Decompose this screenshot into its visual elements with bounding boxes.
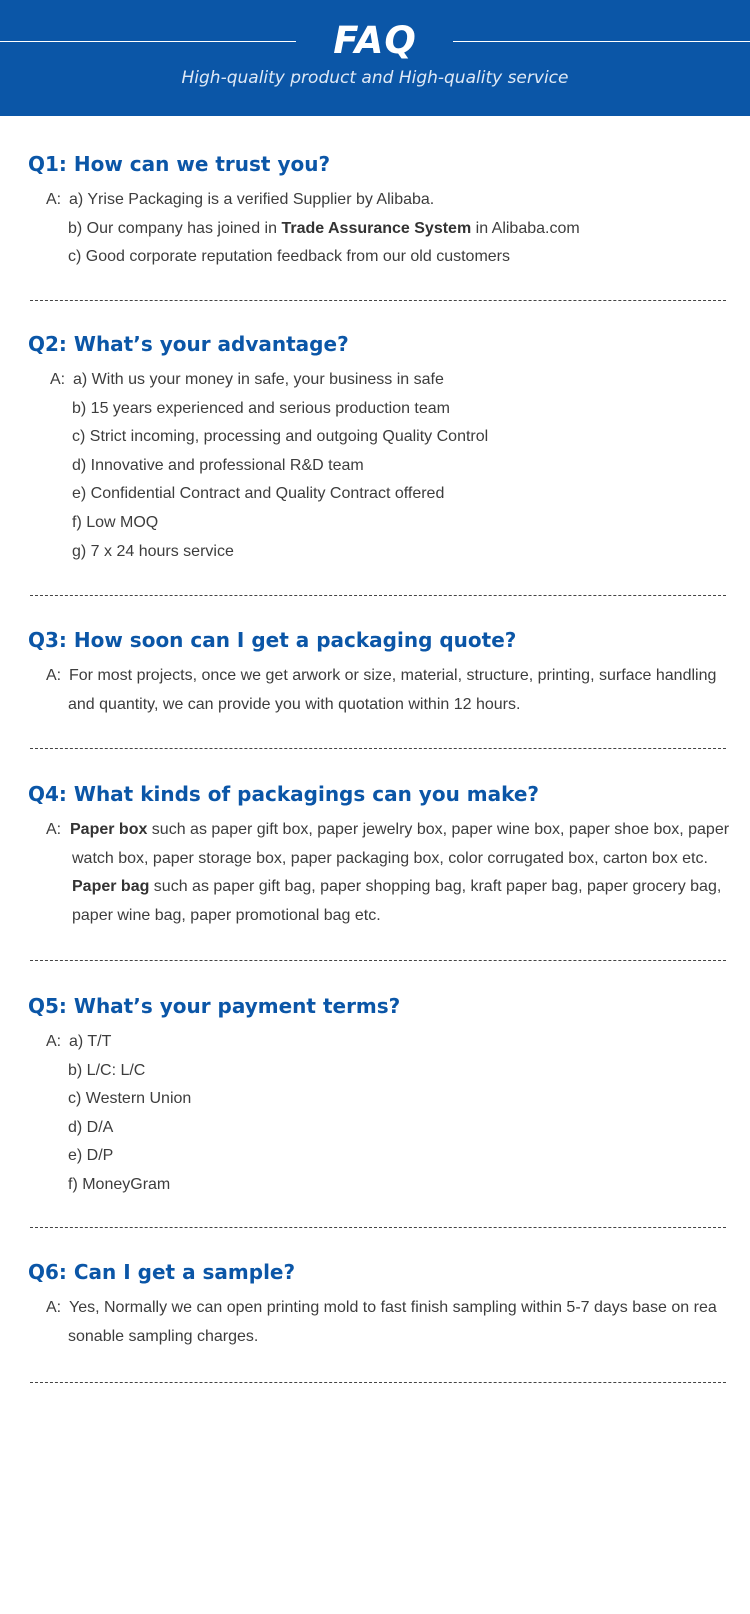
faq-answer-2: [50, 366, 488, 566]
faq-answer-1: [46, 186, 580, 272]
answer-bold-text: Paper bag: [72, 878, 150, 896]
section-divider: [30, 960, 726, 961]
answer-line: and quantity, we can provide you with quotation within 12 hours.: [68, 695, 521, 713]
answer-text: such as paper gift box, paper jewelry box, paper wine box, paper shoe box, paper: [147, 821, 730, 838]
faq-question-6: Q6: Can I get a sample?: [28, 1260, 296, 1284]
answer-line: paper wine bag, paper promotional bag etc.: [72, 906, 381, 924]
answer-line: g) 7 x 24 hours service: [72, 542, 234, 560]
answer-line: d) Innovative and professional R&D team: [72, 456, 364, 474]
answer-prefix: A:: [46, 667, 62, 684]
answer-text: Yes, Normally we can open printing mold to fast finish sampling within 5-7 days base on rea: [69, 1299, 717, 1316]
answer-line: b) 15 years experienced and serious production team: [72, 399, 450, 417]
answer-line: c) Strict incoming, processing and outgoing Quality Control: [72, 428, 489, 446]
section-divider: [30, 1382, 726, 1383]
faq-question-4: Q4: What kinds of packagings can you make?: [28, 782, 540, 806]
answer-bold-text: Trade Assurance System: [281, 219, 472, 237]
section-divider: [30, 595, 726, 596]
answer-line: [46, 186, 580, 215]
answer-line: watch box, paper storage box, paper packaging box, color corrugated box, carton box etc.: [72, 849, 708, 867]
answer-text: in Alibaba.com: [471, 219, 580, 237]
answer-text: such as paper gift bag, paper shopping bag, kraft paper bag, paper grocery bag,: [149, 878, 722, 896]
faq-answer-5: [46, 1028, 191, 1200]
answer-text: For most projects, once we get arwork or size, material, structure, printing, surface handling: [69, 667, 717, 684]
answer-text: a) T/T: [69, 1033, 112, 1050]
answer-line: [46, 1294, 717, 1323]
answer-line: b) L/C: L/C: [68, 1061, 146, 1079]
answer-line: f) MoneyGram: [68, 1175, 171, 1193]
answer-line: [46, 662, 716, 691]
answer-line: f) Low MOQ: [72, 513, 159, 531]
answer-line: [50, 366, 488, 395]
page-subtitle: High-quality product and High-quality service: [181, 68, 569, 88]
answer-prefix: A:: [46, 191, 62, 208]
answer-line: e) D/P: [68, 1147, 114, 1165]
answer-line: [46, 215, 580, 244]
answer-line: d) D/A: [68, 1118, 114, 1136]
answer-prefix: A:: [46, 1033, 62, 1050]
faq-answer-4: [46, 816, 729, 930]
answer-prefix: A:: [50, 371, 66, 388]
section-divider: [30, 1227, 726, 1228]
answer-text: a) With us your money in safe, your business in safe: [73, 371, 444, 388]
answer-line: sonable sampling charges.: [68, 1327, 259, 1345]
answer-line: [46, 1028, 191, 1057]
faq-header: [0, 0, 750, 116]
faq-answer-3: [46, 662, 716, 719]
answer-prefix: A:: [46, 1299, 62, 1316]
faq-question-5: Q5: What’s your payment terms?: [28, 994, 401, 1018]
faq-question-1: Q1: How can we trust you?: [28, 152, 331, 176]
answer-line: [46, 873, 729, 902]
page-title: FAQ: [333, 19, 417, 62]
section-divider: [30, 748, 726, 749]
faq-question-3: Q3: How soon can I get a packaging quote?: [28, 628, 517, 652]
answer-bold-text: Paper box: [70, 821, 148, 838]
answer-text: c) Good corporate reputation feedback from our old customers: [68, 248, 510, 266]
answer-line: [46, 816, 729, 845]
section-divider: [30, 300, 726, 301]
answer-line: c) Western Union: [68, 1090, 192, 1108]
answer-line: e) Confidential Contract and Quality Contract offered: [72, 485, 445, 503]
faq-question-2: Q2: What’s your advantage?: [28, 332, 349, 356]
answer-prefix: A:: [46, 821, 62, 838]
answer-text: a) Yrise Packaging is a verified Supplier by Alibaba.: [69, 191, 435, 208]
answer-text: b) Our company has joined in: [68, 219, 282, 237]
faq-answer-6: [46, 1294, 717, 1351]
answer-line: [46, 243, 580, 272]
